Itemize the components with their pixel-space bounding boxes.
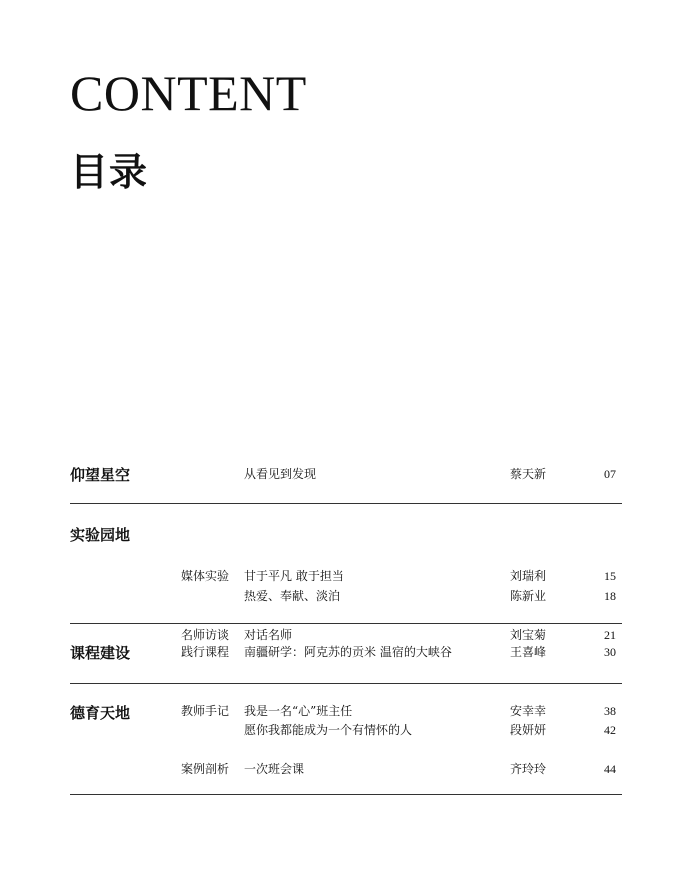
toc-section <box>70 624 622 684</box>
toc-section <box>70 460 622 504</box>
article-title: 甘于平凡 敢于担当 <box>244 569 344 583</box>
page-number: 07 <box>604 467 616 481</box>
subcategory-label: 践行课程 <box>181 645 230 659</box>
toc-section <box>70 504 622 642</box>
section-title: 仰望星空 <box>70 466 131 484</box>
subcategory-label: 名师访谈 <box>181 628 230 642</box>
article-author: 王喜峰 <box>510 645 547 659</box>
article-title: 对话名师 <box>244 628 293 642</box>
toc-entry[interactable] <box>70 464 622 484</box>
page-title-chinese: 目录 <box>70 149 149 194</box>
article-author: 蔡天新 <box>510 467 547 481</box>
toc-section <box>70 684 622 795</box>
section-title: 课程建设 <box>70 644 131 662</box>
article-title: 南疆研学：阿克苏的贡米 温宿的大峡谷 <box>244 645 452 659</box>
subcategory-label: 教师手记 <box>181 704 230 718</box>
toc-entry[interactable] <box>70 759 622 779</box>
page-number: 42 <box>604 723 616 737</box>
section-title: 德育天地 <box>70 704 131 722</box>
toc-entry[interactable] <box>70 720 622 740</box>
subcategory-label: 媒体实验 <box>181 569 230 583</box>
article-author: 刘瑞利 <box>510 569 547 583</box>
article-title: 愿你我都能成为一个有情怀的人 <box>244 723 413 737</box>
article-title: 一次班会课 <box>244 762 305 776</box>
toc-entry[interactable] <box>70 701 622 721</box>
page-number: 15 <box>604 569 616 583</box>
page-number: 18 <box>604 589 616 603</box>
article-author: 齐玲玲 <box>510 762 547 776</box>
article-title: 从看见到发现 <box>244 467 317 481</box>
page-number: 44 <box>604 762 616 776</box>
article-author: 段妍妍 <box>510 723 547 737</box>
article-title: 热爱、奉献、淡泊 <box>244 589 341 603</box>
page-number: 21 <box>604 628 616 642</box>
subcategory-label: 案例剖析 <box>181 762 230 776</box>
toc-entry[interactable] <box>70 586 622 606</box>
section-title: 实验园地 <box>70 526 131 544</box>
article-author: 安幸幸 <box>510 704 547 718</box>
article-author: 刘宝菊 <box>510 628 547 642</box>
page-number: 38 <box>604 704 616 718</box>
article-author: 陈新业 <box>510 589 547 603</box>
table-of-contents <box>70 460 622 795</box>
toc-entry[interactable] <box>70 642 622 662</box>
page-title-english: CONTENT <box>70 65 307 121</box>
page-number: 30 <box>604 645 616 659</box>
article-title: 我是一名“心”班主任 <box>244 704 353 718</box>
toc-entry[interactable] <box>70 566 622 586</box>
